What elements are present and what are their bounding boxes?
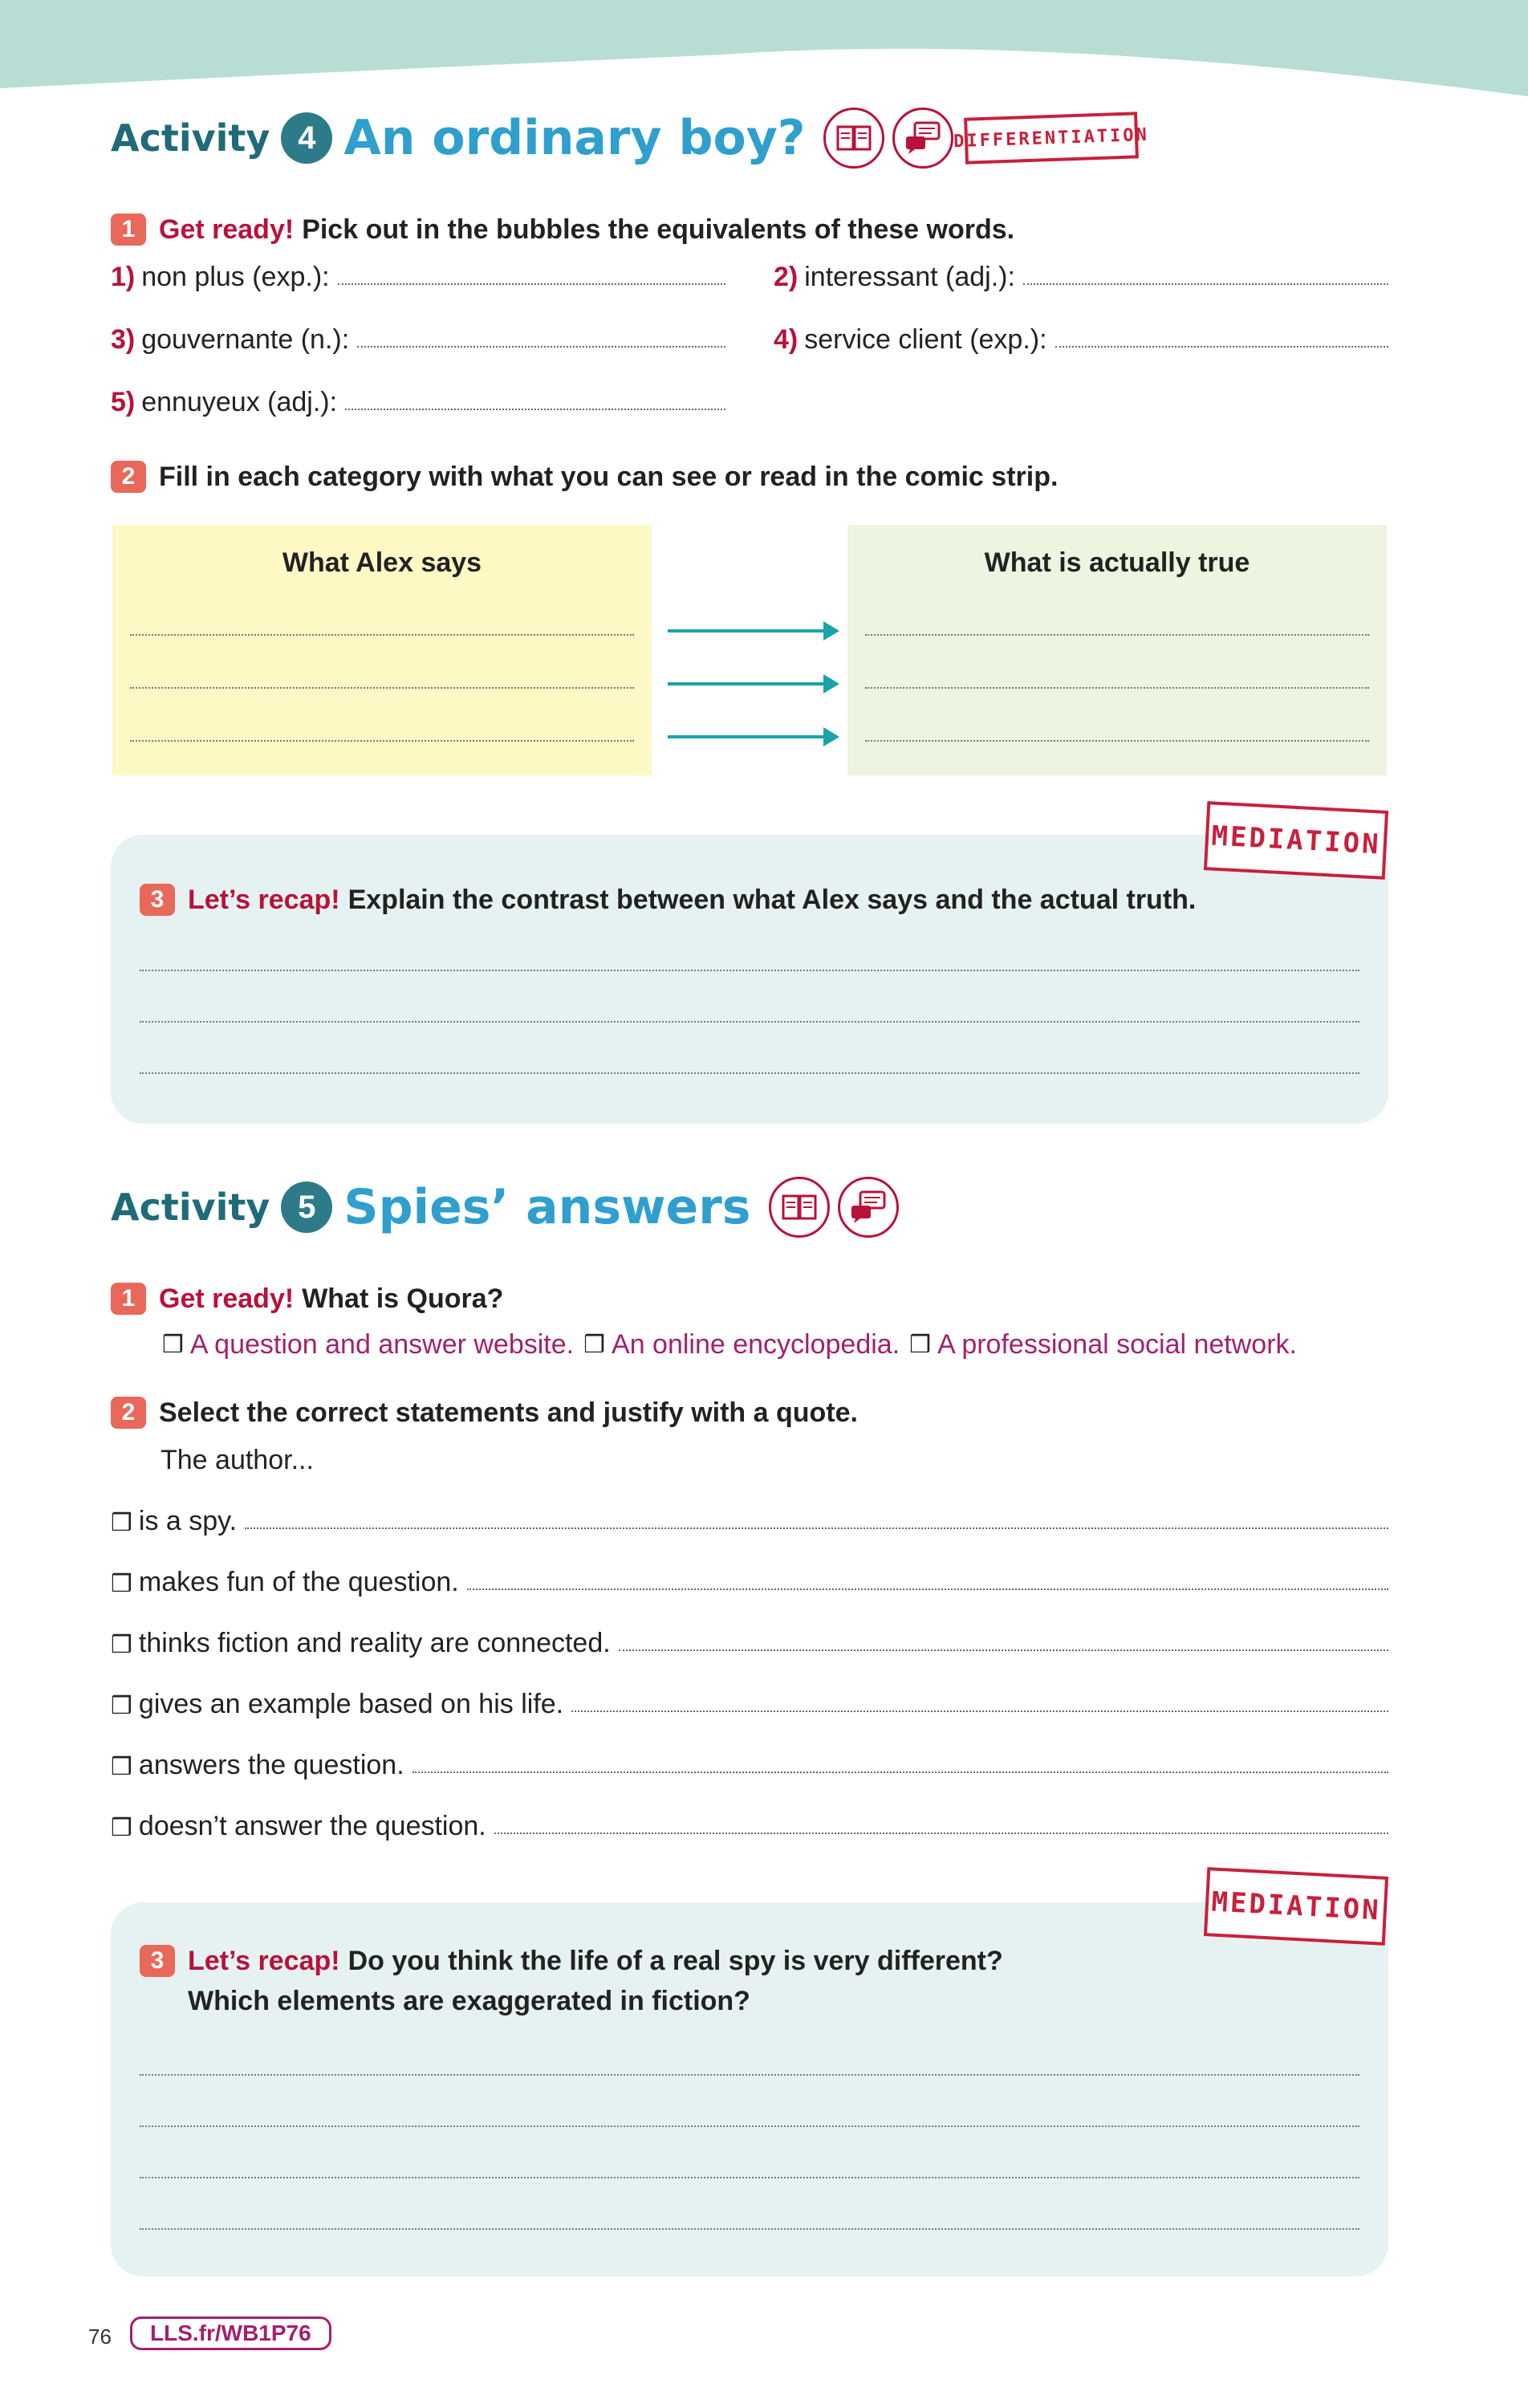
what-alex-says-panel (112, 525, 652, 775)
recap-lead: Let’s recap! (188, 1946, 340, 1976)
answer-line[interactable] (245, 1527, 1388, 1529)
checkbox[interactable]: ❒ (111, 1815, 132, 1841)
top-decorative-band (0, 0, 1528, 112)
answer-line[interactable] (140, 2125, 1359, 2127)
a5-q1-prompt (111, 1283, 503, 1315)
arrow-head (823, 621, 839, 641)
a4-field-2[interactable] (774, 262, 1388, 293)
question-number-badge: 2 (111, 461, 146, 493)
answer-line[interactable] (494, 1832, 1388, 1834)
checkbox[interactable]: ❒ (111, 1510, 132, 1536)
page-number: 76 (88, 2325, 112, 2349)
answer-line[interactable] (619, 1649, 1388, 1651)
activity-4-header (111, 108, 1149, 169)
option-label: A question and answer website. (189, 1329, 575, 1360)
answer-line[interactable] (467, 1588, 1388, 1590)
question-text: Select the correct statements and justify with a quote. (159, 1397, 858, 1428)
arrows-group (664, 610, 843, 755)
answer-line[interactable] (130, 740, 634, 742)
statement-text: is a spy. (138, 1506, 238, 1536)
answer-line[interactable] (140, 1021, 1359, 1023)
answer-line[interactable] (140, 970, 1359, 971)
answer-line[interactable] (130, 634, 634, 636)
a4-q1-prompt (111, 214, 1014, 246)
answer-line[interactable] (140, 1072, 1359, 1074)
panel-heading: What is actually true (984, 547, 1250, 578)
field-number: 3) (111, 324, 136, 355)
speech-bubble-icon (892, 108, 953, 169)
answer-line[interactable] (140, 2177, 1359, 2178)
a5-recap-box (111, 1902, 1388, 2276)
answer-line[interactable] (865, 687, 1369, 689)
statement-text: gives an example based on his life. (138, 1689, 564, 1719)
question-text-line-2: Which elements are exaggerated in fiction? (188, 1986, 750, 2016)
a5-q1-options (162, 1329, 1307, 1361)
statement-row[interactable] (111, 1506, 1388, 1537)
a4-field-1[interactable] (111, 262, 725, 293)
option-label: An online encyclopedia. (612, 1329, 900, 1360)
statement-intro: The author... (161, 1445, 314, 1475)
question-text: Pick out in the bubbles the equivalents of these words. (302, 214, 1015, 245)
answer-line[interactable] (865, 740, 1369, 742)
a4-q2-prompt (111, 461, 1058, 493)
statement-text: doesn’t answer the question. (138, 1811, 486, 1841)
answer-line[interactable] (412, 1771, 1388, 1773)
answer-line[interactable] (357, 345, 725, 348)
field-number: 2) (774, 262, 799, 292)
arrow-head (823, 674, 839, 694)
statement-row[interactable] (111, 1811, 1388, 1842)
what-is-true-panel (847, 525, 1387, 775)
answer-line[interactable] (1023, 283, 1388, 285)
recap-lead: Let’s recap! (188, 885, 340, 915)
activity-title: Spies’ answers (343, 1179, 751, 1235)
a4-field-5[interactable] (111, 387, 725, 418)
checkbox-option-2[interactable]: ❒ (583, 1332, 606, 1358)
activity-number-badge: 4 (281, 112, 332, 164)
question-text: What is Quora? (302, 1283, 504, 1314)
mediation-stamp: MEDIATION (1204, 801, 1388, 880)
answer-line[interactable] (1055, 345, 1388, 348)
question-number-badge: 3 (140, 884, 175, 916)
get-ready-lead: Get ready! (159, 214, 295, 245)
question-text: Fill in each category with what you can see or read in the comic strip. (159, 461, 1059, 492)
a4-field-3[interactable] (111, 324, 725, 356)
checkbox[interactable]: ❒ (111, 1632, 132, 1658)
statement-row[interactable] (111, 1689, 1388, 1720)
answer-line[interactable] (140, 2228, 1359, 2230)
field-label: ennuyeux (adj.): (141, 387, 338, 417)
statement-text: answers the question. (138, 1750, 404, 1780)
answer-line[interactable] (130, 687, 634, 689)
statement-row[interactable] (111, 1628, 1388, 1659)
checkbox-option-3[interactable]: ❒ (909, 1332, 932, 1358)
field-label: interessant (adj.): (804, 262, 1015, 292)
field-label: non plus (exp.): (141, 262, 330, 292)
activity-title: An ordinary boy? (343, 110, 806, 166)
arrow-head (823, 727, 839, 746)
question-number-badge: 1 (111, 214, 146, 246)
mediation-stamp: MEDIATION (1204, 1867, 1388, 1946)
answer-line[interactable] (345, 408, 725, 410)
checkbox[interactable]: ❒ (111, 1571, 132, 1597)
question-number-badge: 3 (140, 1945, 175, 1977)
lls-link[interactable]: LLS.fr/WB1P76 (130, 2316, 331, 2350)
answer-line[interactable] (140, 2074, 1359, 2076)
activity-number-badge: 5 (281, 1182, 332, 1233)
field-number: 5) (111, 387, 136, 417)
statement-row[interactable] (111, 1750, 1388, 1781)
option-label: A professional social network. (937, 1329, 1297, 1360)
speech-bubble-icon (838, 1177, 899, 1238)
get-ready-lead: Get ready! (159, 1283, 295, 1314)
a4-field-4[interactable] (774, 324, 1388, 356)
answer-line[interactable] (571, 1710, 1388, 1712)
reading-book-icon (823, 108, 884, 169)
answer-line[interactable] (338, 283, 725, 285)
question-text: Explain the contrast between what Alex says and the actual truth. (347, 885, 1197, 915)
checkbox[interactable]: ❒ (111, 1693, 132, 1719)
recap-prompt (140, 1941, 1003, 2021)
differentiation-stamp: DIFFERENTIATION (964, 112, 1139, 165)
answer-line[interactable] (865, 634, 1369, 636)
a5-q2-prompt (111, 1397, 858, 1429)
checkbox[interactable]: ❒ (111, 1754, 132, 1780)
reading-book-icon (769, 1177, 830, 1238)
field-number: 4) (774, 324, 799, 355)
activity-5-header (111, 1177, 899, 1238)
panel-heading: What Alex says (282, 547, 482, 578)
question-number-badge: 1 (111, 1283, 146, 1315)
recap-prompt (140, 880, 1196, 920)
a4-recap-box (111, 835, 1388, 1124)
checkbox-option-1[interactable]: ❒ (162, 1332, 184, 1358)
statement-text: thinks fiction and reality are connected. (138, 1628, 611, 1658)
question-text-line-1: Do you think the life of a real spy is very different? (347, 1946, 1003, 1976)
question-number-badge: 2 (111, 1397, 146, 1429)
field-label: service client (exp.): (804, 324, 1047, 355)
field-label: gouvernante (n.): (141, 324, 350, 355)
statement-row[interactable] (111, 1567, 1388, 1598)
activity-label: Activity (111, 1186, 270, 1229)
activity-label: Activity (111, 116, 270, 160)
statement-text: makes fun of the question. (138, 1567, 459, 1597)
field-number: 1) (111, 262, 136, 292)
